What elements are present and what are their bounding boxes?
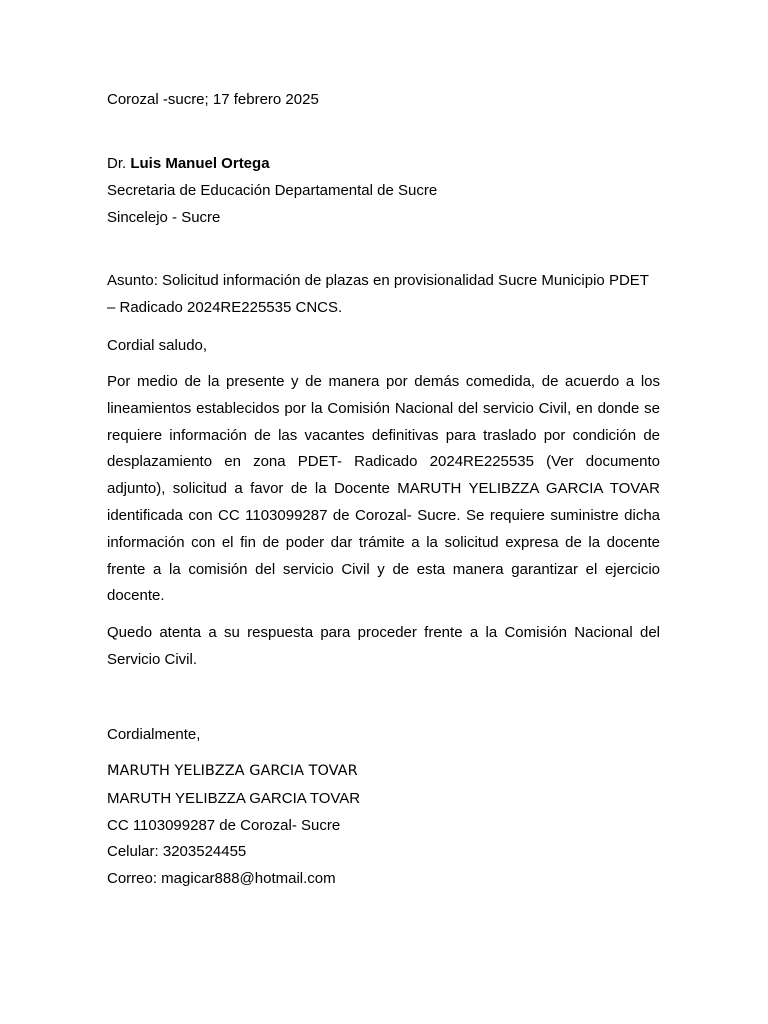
recipient-name-line — [107, 154, 270, 174]
recipient-office: Secretaria de Educación Departamental de Sucre — [107, 182, 438, 199]
body-paragraph-2: Quedo atenta a su respuesta para proceder frente a la Comisión Nacional del Servicio Civil. — [107, 624, 660, 668]
signature-id: CC 1103099287 de Corozal- Sucre — [107, 817, 341, 834]
subject-line-2: – Radicado 2024RE225535 CNCS. — [107, 299, 343, 316]
closing: Cordialmente, — [107, 726, 201, 743]
place-date: Corozal -sucre; 17 febrero 2025 — [107, 91, 319, 108]
recipient-city: Sincelejo - Sucre — [107, 209, 221, 226]
greeting: Cordial saludo, — [107, 337, 208, 354]
recipient-title: Dr. — [107, 155, 127, 172]
signature-name-printed: MARUTH YELIBZZA GARCIA TOVAR — [107, 790, 361, 807]
signature-phone: Celular: 3203524455 — [107, 843, 247, 860]
signature-name-signed: MARUTH YELIBZZA GARCIA TOVAR — [107, 763, 358, 779]
recipient-name: Luis Manuel Ortega — [130, 155, 270, 172]
subject-line-1: Asunto: Solicitud información de plazas en provisionalidad Sucre Municipio PDET — [107, 272, 649, 289]
signature-email: Correo: magicar888@hotmail.com — [107, 870, 336, 887]
body-paragraph-1: Por medio de la presente y de manera por demás comedida, de acuerdo a los lineamientos establecidos por la Comisión Nacional del servicio Civil, en donde se requiere información de las vacantes definitivas para traslado por condición de desplazamiento en zona PDET- Radicado 2024RE225535 (Ver documento adjunto), solicitud a favor de la Docente MARUTH YELIBZZA GARCIA TOVAR identificada con CC 1103099287 de Corozal- Sucre. Se requiere suministre dicha información con el fin de poder dar trámite a la solicitud expresa de la docente frente a la comisión del servicio Civil y de esta manera garantizar el ejercicio docente. — [107, 373, 660, 605]
